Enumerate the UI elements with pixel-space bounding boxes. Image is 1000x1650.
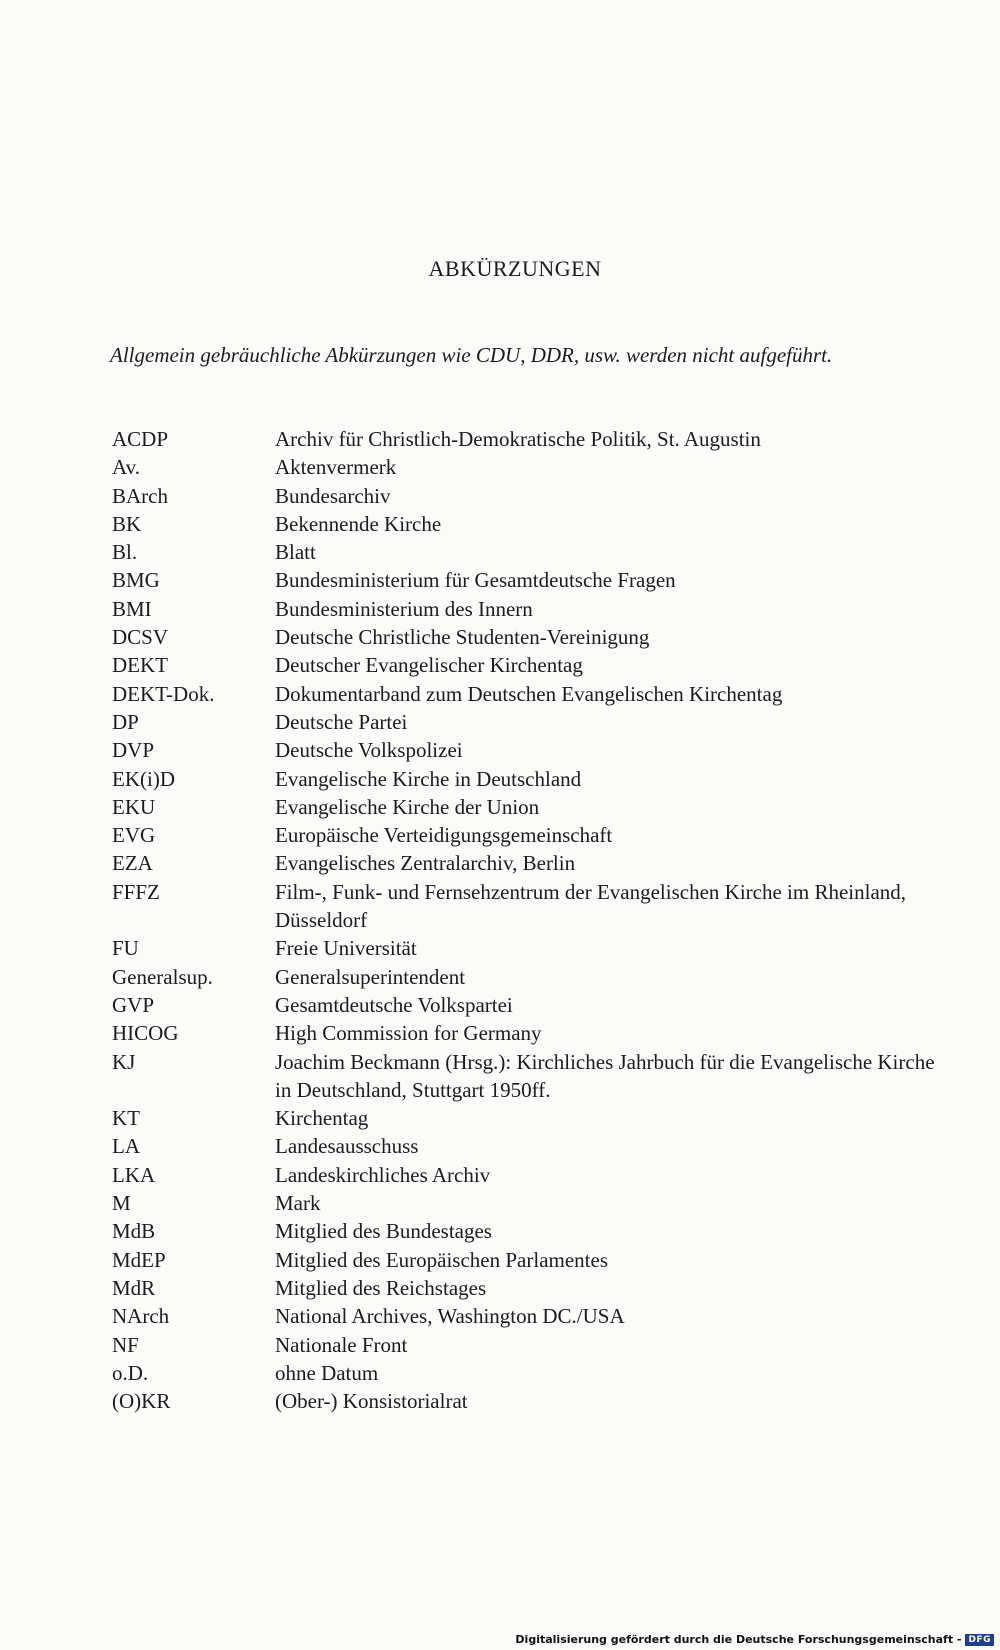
abbreviation-term: M [112,1191,131,1216]
abbreviation-meaning: Mitglied des Europäischen Parlamentes [275,1247,608,1272]
digitization-footer [515,1633,994,1646]
abbreviation-meaning: Freie Universität [275,936,417,961]
abbreviation-meaning: Landesausschuss [275,1134,419,1159]
abbreviation-term: KT [112,1106,140,1131]
abbreviation-term: GVP [112,992,155,1017]
abbreviation-term: LA [112,1134,140,1159]
abbreviation-row [110,849,940,877]
abbreviation-row [110,1161,940,1189]
footer-text: Digitalisierung gefördert durch die Deutsche Forschungsgemeinschaft - [515,1633,962,1646]
abbreviation-term: EVG [112,823,156,848]
dfg-logo-icon: DFG [965,1634,994,1646]
abbreviation-meaning: Mitglied des Reichstages [275,1275,487,1300]
abbreviation-term: EK(i)D [112,766,175,791]
abbreviation-row [110,1331,940,1359]
abbreviation-row [110,793,940,821]
page-title: ABKÜRZUNGEN [428,256,602,281]
abbreviation-meaning: Dokumentarband zum Deutschen Evangelischen Kirchentag [275,681,783,706]
abbreviation-row [110,453,940,481]
abbreviation-term: DVP [112,738,155,763]
abbreviation-row [110,623,940,651]
abbreviation-row [110,680,940,708]
abbreviation-row [110,1302,940,1330]
abbreviation-meaning: Kirchentag [275,1106,369,1131]
abbreviation-row [110,1132,940,1160]
abbreviation-meaning: Deutsche Partei [275,709,408,734]
abbreviation-term: NArch [112,1304,170,1329]
abbreviation-term: DCSV [112,625,169,650]
abbreviation-term: DP [112,709,139,734]
abbreviation-term: EZA [112,851,153,876]
abbreviation-row [110,425,940,453]
abbreviation-term: HICOG [112,1021,179,1046]
abbreviation-row [110,1189,940,1217]
abbreviation-row [110,1104,940,1132]
abbreviation-term: MdEP [112,1247,166,1272]
abbreviation-meaning: ohne Datum [275,1360,379,1385]
intro-note: Allgemein gebräuchliche Abkürzungen wie CDU, DDR, usw. werden nicht aufgeführt. [110,343,833,367]
abbreviation-meaning: Film-, Funk- und Fernsehzentrum der Evangelischen Kirche im Rheinland, Düsseldorf [275,879,907,933]
abbreviation-meaning: Nationale Front [275,1332,408,1357]
abbreviation-meaning: Joachim Beckmann (Hrsg.): Kirchliches Jahrbuch für die Evangelische Kirche in Deutschland, Stuttgart 1950ff. [275,1049,935,1102]
abbreviation-row [110,566,940,594]
abbreviation-term: ACDP [112,427,169,451]
abbreviation-meaning: Aktenvermerk [275,455,397,480]
abbreviation-term: MdR [112,1275,156,1300]
abbreviation-row [110,1048,940,1105]
abbreviation-term: BArch [112,483,168,508]
abbreviation-meaning: Bundesarchiv [275,483,391,508]
abbreviation-term: FFFZ [112,879,160,904]
abbreviation-term: (O)KR [112,1389,171,1414]
abbreviation-term: MdB [112,1219,156,1244]
abbreviation-meaning: High Commission for Germany [275,1021,542,1046]
abbreviation-term: DEKT [112,653,168,678]
abbreviation-row [110,878,940,935]
abbreviation-row [110,510,940,538]
abbreviation-meaning: Bundesministerium für Gesamtdeutsche Fragen [275,568,676,593]
abbreviation-meaning: Bundesministerium des Innern [275,596,533,621]
abbreviation-row [110,538,940,566]
abbreviation-row [110,708,940,736]
abbreviation-row [110,1274,940,1302]
abbreviation-meaning: Landeskirchliches Archiv [275,1162,491,1187]
abbreviation-list [110,425,940,1415]
abbreviation-row [110,651,940,679]
abbreviation-row [110,991,940,1019]
abbreviation-row [110,821,940,849]
abbreviation-row [110,765,940,793]
abbreviation-term: KJ [112,1049,136,1074]
abbreviation-meaning: Europäische Verteidigungsgemeinschaft [275,823,613,848]
abbreviation-row [110,1359,940,1387]
abbreviation-row [110,1387,940,1415]
abbreviation-term: o.D. [112,1360,149,1385]
abbreviation-meaning: Blatt [275,540,316,565]
abbreviation-meaning: Bekennende Kirche [275,511,442,536]
abbreviation-row [110,934,940,962]
abbreviation-term: Generalsup. [112,964,213,989]
abbreviation-term: EKU [112,794,156,819]
abbreviation-row [110,482,940,510]
abbreviation-row [110,963,940,991]
abbreviation-term: Av. [112,455,140,480]
abbreviation-meaning: Deutsche Volkspolizei [275,738,463,763]
abbreviation-row [110,1217,940,1245]
abbreviation-term: DEKT-Dok. [112,681,215,706]
abbreviation-term: LKA [112,1162,156,1187]
abbreviation-meaning: Mitglied des Bundestages [275,1219,492,1244]
abbreviation-term: BK [112,511,142,536]
abbreviation-row [110,595,940,623]
abbreviation-row [110,736,940,764]
abbreviation-meaning: Deutscher Evangelischer Kirchentag [275,653,583,678]
abbreviation-meaning: Evangelisches Zentralarchiv, Berlin [275,851,576,876]
abbreviation-term: BMI [112,596,152,621]
abbreviation-term: FU [112,936,139,961]
abbreviation-meaning: Evangelische Kirche der Union [275,794,540,819]
abbreviation-meaning: Archiv für Christlich-Demokratische Politik, St. Augustin [275,427,761,451]
abbreviation-meaning: Generalsuperintendent [275,964,466,989]
abbreviation-meaning: Evangelische Kirche in Deutschland [275,766,582,791]
abbreviation-meaning: Gesamtdeutsche Volkspartei [275,992,513,1017]
abbreviation-meaning: National Archives, Washington DC./USA [275,1304,625,1329]
abbreviation-row [110,1246,940,1274]
abbreviation-meaning: (Ober-) Konsistorialrat [275,1389,468,1414]
abbreviation-meaning: Mark [275,1191,321,1216]
abbreviation-term: NF [112,1332,139,1357]
abbreviation-meaning: Deutsche Christliche Studenten-Vereinigung [275,625,650,650]
abbreviation-row [110,1019,940,1047]
abbreviation-term: BMG [112,568,160,593]
abbreviation-term: Bl. [112,540,138,565]
